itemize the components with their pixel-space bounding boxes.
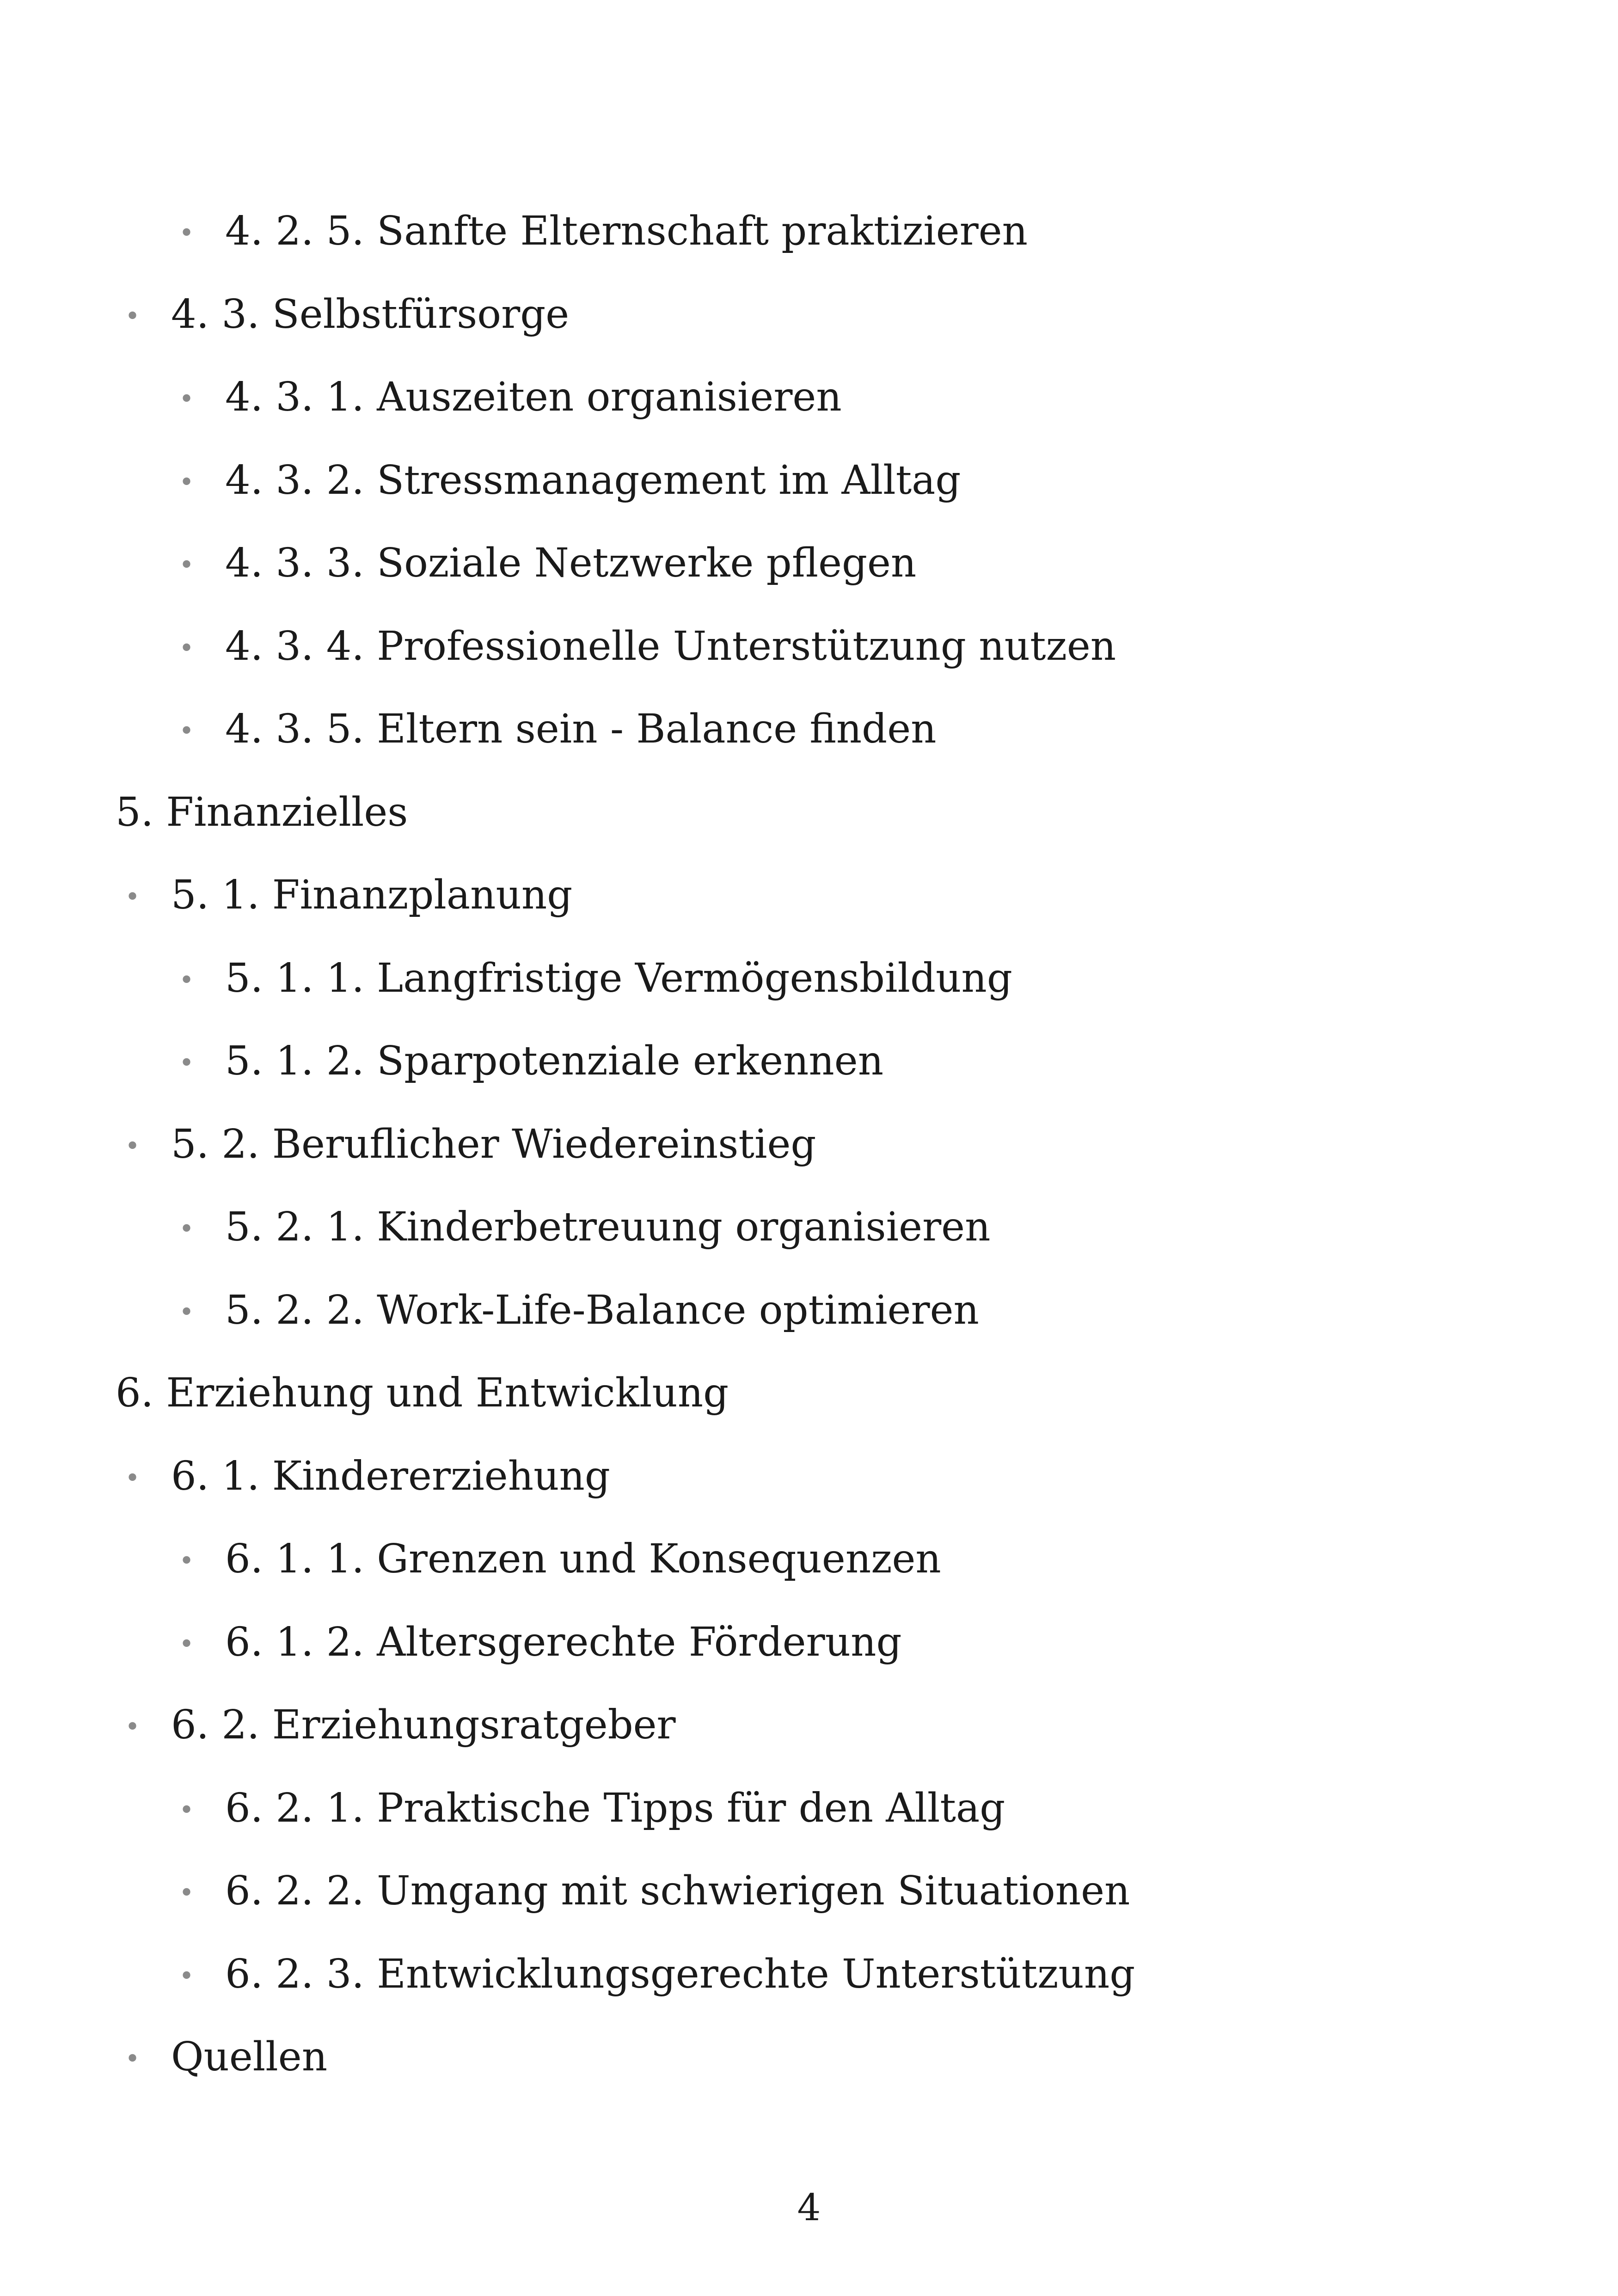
toc-chapter[interactable] xyxy=(116,785,408,840)
toc-entry-text: 6. Erziehung und Entwicklung xyxy=(116,1370,729,1416)
toc-entry-text: 5. 2. 1. Kinderbetreuung organisieren xyxy=(225,1204,991,1250)
toc-entry-text: 4. 3. 4. Professionelle Unterstützung nutzen xyxy=(225,623,1116,669)
toc-entry[interactable]: • 4. 3. 4. Professionelle Unterstützung nutzen xyxy=(179,623,1116,669)
toc-entry[interactable]: • Quellen xyxy=(125,2034,328,2080)
toc-entry-text: 5. 2. 2. Work-Life-Balance optimieren xyxy=(225,1287,979,1333)
toc-entry-text: 4. 2. 5. Sanfte Elternschaft praktizieren xyxy=(225,208,1028,254)
toc-entry[interactable]: • 5. 1. 1. Langfristige Vermögensbildung xyxy=(179,955,1012,1001)
toc-entry-text: 6. 2. 2. Umgang mit schwierigen Situationen xyxy=(225,1868,1130,1914)
toc-entry[interactable]: • 6. 2. 2. Umgang mit schwierigen Situationen xyxy=(179,1868,1130,1914)
toc-entry[interactable]: • 6. 2. Erziehungsratgeber xyxy=(125,1702,676,1748)
toc-entry-text: 6. 2. 1. Praktische Tipps für den Alltag xyxy=(225,1785,1005,1831)
toc-entry[interactable]: • 4. 3. 2. Stressmanagement im Alltag xyxy=(179,457,961,503)
toc-entry[interactable]: • 4. 3. 5. Eltern sein - Balance finden xyxy=(179,706,937,752)
toc-entry[interactable]: • 5. 1. 2. Sparpotenziale erkennen xyxy=(179,1038,884,1084)
page-number: 4 xyxy=(797,2186,821,2229)
toc-entry[interactable]: • 6. 1. 2. Altersgerechte Förderung xyxy=(179,1619,902,1665)
toc-entry[interactable]: • 6. 2. 1. Praktische Tipps für den Alltag xyxy=(179,1785,1005,1831)
toc-entry[interactable]: • 4. 3. 3. Soziale Netzwerke pflegen xyxy=(179,540,917,586)
toc-entry-text: 4. 3. 2. Stressmanagement im Alltag xyxy=(225,457,961,503)
toc-entry-text: 5. 1. Finanzplanung xyxy=(171,872,573,918)
toc-entry-text: 6. 1. 2. Altersgerechte Förderung xyxy=(225,1619,902,1665)
toc-entry-text: 6. 2. Erziehungsratgeber xyxy=(171,1702,676,1748)
toc-entry[interactable]: • 6. 1. Kindererziehung xyxy=(125,1453,610,1499)
toc-entry[interactable]: • 5. 2. 2. Work-Life-Balance optimieren xyxy=(179,1287,979,1333)
toc-entry[interactable]: • 5. 1. Finanzplanung xyxy=(125,872,573,918)
toc-entry-text: 5. Finanzielles xyxy=(116,789,408,835)
toc-entry-text: 6. 2. 3. Entwicklungsgerechte Unterstützung xyxy=(225,1951,1135,1997)
toc-entry-text: 5. 1. 1. Langfristige Vermögensbildung xyxy=(225,955,1012,1001)
toc-entry-text: 4. 3. 1. Auszeiten organisieren xyxy=(225,374,842,420)
toc-entry[interactable]: • 4. 3. Selbstfürsorge xyxy=(125,291,570,338)
toc-chapter[interactable] xyxy=(116,1365,729,1421)
toc-entry-text: 6. 1. 1. Grenzen und Konsequenzen xyxy=(225,1536,941,1582)
toc-entry[interactable]: • 4. 3. 1. Auszeiten organisieren xyxy=(179,374,842,420)
toc-entry[interactable]: • 5. 2. 1. Kinderbetreuung organisieren xyxy=(179,1204,991,1250)
toc-entry-text: 4. 3. Selbstfürsorge xyxy=(171,291,570,338)
toc-entry-text: 5. 2. Beruflicher Wiedereinstieg xyxy=(171,1121,816,1167)
toc-entry-text: 4. 3. 3. Soziale Netzwerke pflegen xyxy=(225,540,917,586)
toc-entry-text: 4. 3. 5. Eltern sein - Balance finden xyxy=(225,706,937,752)
toc-entry-text: Quellen xyxy=(171,2034,328,2080)
toc-entry-text: 6. 1. Kindererziehung xyxy=(171,1453,610,1499)
toc-entry[interactable]: • 4. 2. 5. Sanfte Elternschaft praktizieren xyxy=(179,208,1028,254)
toc-entry[interactable]: • 5. 2. Beruflicher Wiedereinstieg xyxy=(125,1121,816,1167)
toc-entry-text: 5. 1. 2. Sparpotenziale erkennen xyxy=(225,1038,884,1084)
toc-entry[interactable]: • 6. 1. 1. Grenzen und Konsequenzen xyxy=(179,1536,941,1582)
toc-entry[interactable]: • 6. 2. 3. Entwicklungsgerechte Unterstützung xyxy=(179,1951,1135,1997)
